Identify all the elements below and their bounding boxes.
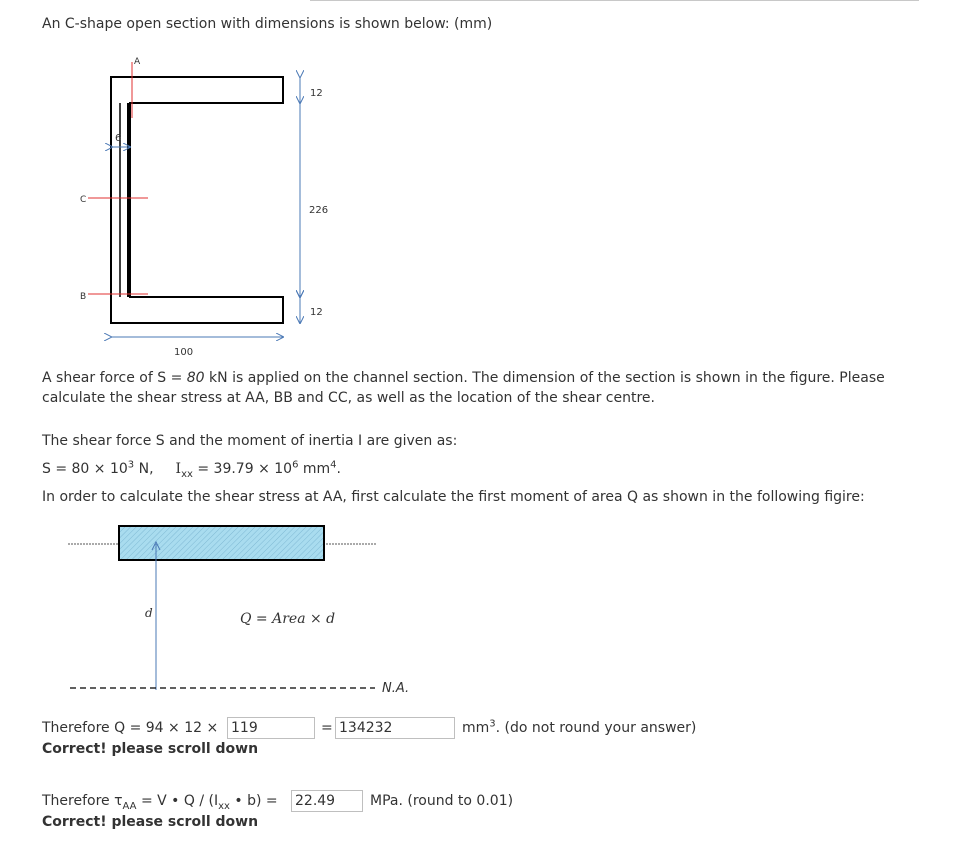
given-values: $S = 80 \times 10^3$ N, $I_{xx} = 39.79 \times 10^6$ $mm^4$. [42, 459, 341, 480]
flange-area [119, 526, 324, 560]
dim-height-label: 226 [309, 205, 329, 216]
dim-web-label: 6 [115, 133, 122, 144]
q-second-answer-input[interactable]: 134232 [335, 717, 455, 739]
label-b: B [80, 292, 87, 302]
dim-width-label: 100 [174, 347, 194, 358]
dim-bottom-flange-label: 12 [310, 307, 323, 318]
channel-section-figure [70, 50, 350, 370]
na-label: N.A. [382, 681, 410, 696]
label-a: A [134, 57, 141, 67]
tau-answer-input[interactable]: 22.49 [291, 790, 363, 812]
top-flange [111, 77, 283, 103]
intro-text: An C-shape open section with dimensions is shown below: (mm) [42, 16, 493, 32]
q-first-answer-input[interactable]: 119 [227, 717, 315, 739]
q-intro: In order to calculate the shear stress at AA, first calculate the first moment of area Q as shown in the following figire: [42, 489, 865, 505]
q-equals: = [321, 720, 333, 736]
q-unit-note: $mm^3$. (do not round your answer) [462, 718, 697, 736]
top-divider [310, 0, 919, 1]
q-calc-prefix: Therefore Q = 94 × 12 × [42, 720, 219, 736]
label-c: C [80, 195, 87, 205]
tau-feedback: Correct! please scroll down [42, 814, 259, 830]
problem-line-1: A shear force of S = 80 kN is applied on the channel section. The dimension of the section is shown in the figure. Please [42, 370, 885, 386]
bottom-flange [111, 297, 283, 323]
d-label: d [145, 606, 153, 620]
first-moment-figure [60, 518, 420, 698]
tau-unit-note: MPa. (round to 0.01) [370, 793, 514, 809]
q-formula: Q = Area × d [240, 611, 336, 627]
q-feedback: Correct! please scroll down [42, 741, 259, 757]
dim-top-flange-label: 12 [310, 88, 323, 99]
problem-line-2: calculate the shear stress at AA, BB and CC, as well as the location of the shear centre. [42, 390, 655, 406]
tau-calc-prefix: Therefore $\tau_{AA} = V$ • Q / ($I_{xx}$ • b) = [42, 793, 278, 812]
given-intro: The shear force S and the moment of inertia I are given as: [42, 433, 458, 449]
